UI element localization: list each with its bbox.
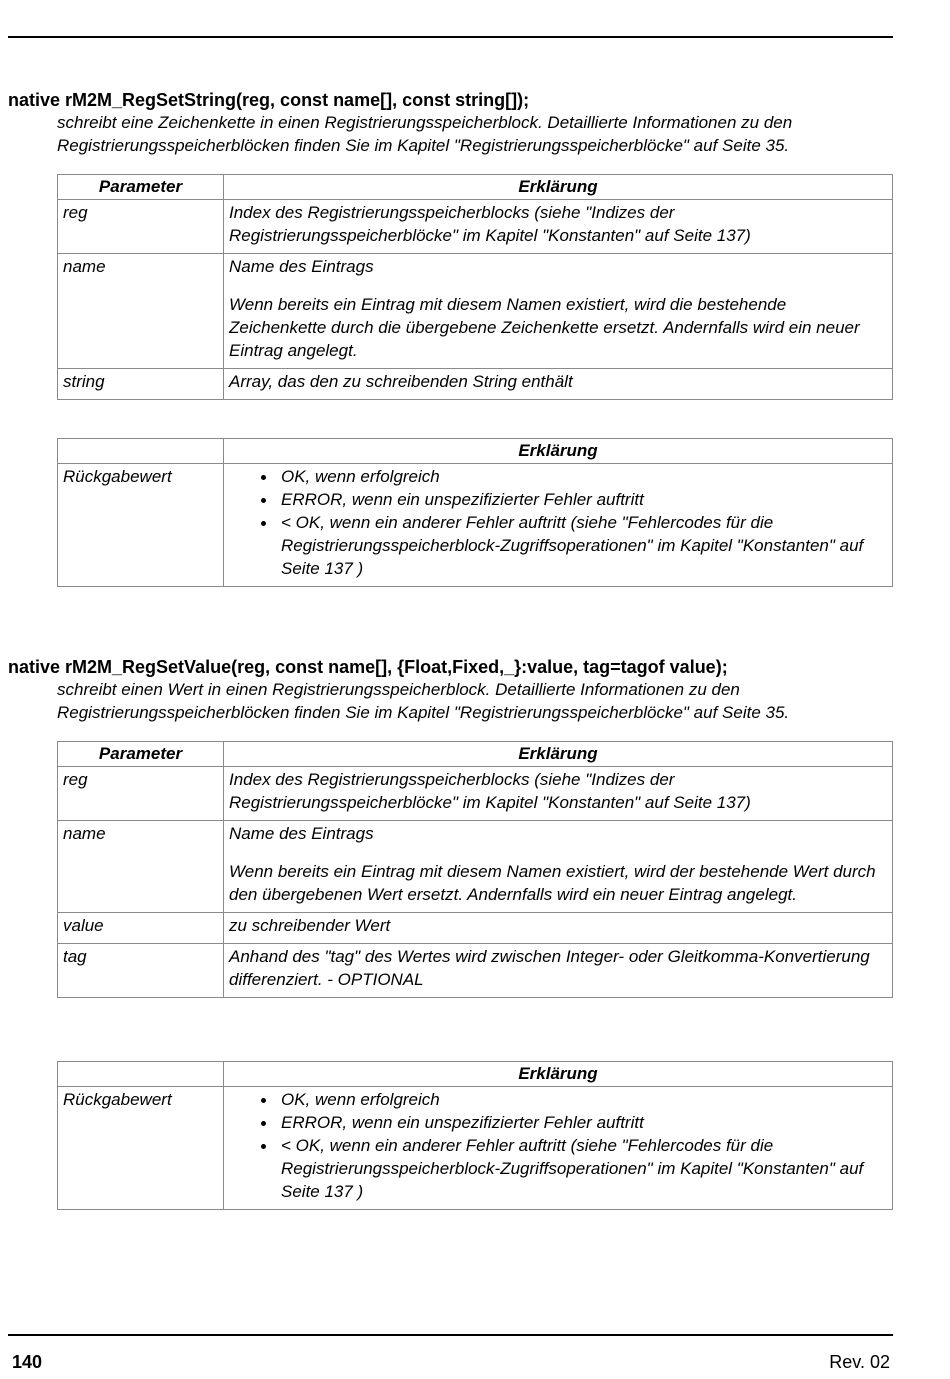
return-explanation xyxy=(224,464,893,587)
table-row xyxy=(58,254,893,369)
param-name: name xyxy=(58,254,224,369)
param-name: value xyxy=(58,913,224,944)
return-label: Rückgabewert xyxy=(58,464,224,587)
table-row xyxy=(58,464,893,587)
function-signature: native rM2M_RegSetString(reg, const name[], const string[]); xyxy=(8,90,530,110)
header-explanation: Erklärung xyxy=(224,742,893,767)
list-item: < OK, wenn ein anderer Fehler auftritt (siehe "Fehlercodes für die Registrierungsspeicherblock-Zugriffsoperationen" im Kapitel "Konstanten" auf Seite 137 ) xyxy=(281,1134,887,1203)
list-item: OK, wenn erfolgreich xyxy=(281,1088,887,1111)
param-explanation: Array, das den zu schreibenden String enthält xyxy=(224,369,893,400)
param-explanation: zu schreibender Wert xyxy=(224,913,893,944)
param-explanation: Index des Registrierungsspeicherblocks (siehe "Indizes der Registrierungsspeicherblöcke" im Kapitel "Konstanten" auf Seite 137) xyxy=(224,767,893,821)
revision-label: Rev. 02 xyxy=(829,1352,890,1372)
return-value-table xyxy=(57,438,893,587)
function-description: schreibt eine Zeichenkette in einen Registrierungsspeicherblock. Detaillierte Informationen zu den Registrierungsspeicherblöcken finden Sie im Kapitel "Registrierungsspeicherblöcke" auf Seite 35. xyxy=(57,113,793,155)
param-name: reg xyxy=(58,767,224,821)
header-explanation: Erklärung xyxy=(224,439,893,464)
header-empty xyxy=(58,1062,224,1087)
header-empty xyxy=(58,439,224,464)
table-row xyxy=(58,369,893,400)
footer-rule xyxy=(8,1334,893,1336)
page-number: 140 xyxy=(12,1352,43,1372)
header-explanation: Erklärung xyxy=(224,175,893,200)
header-rule xyxy=(8,36,893,38)
function-signature: native rM2M_RegSetValue(reg, const name[], {Float,Fixed,_}:value, tag=tagof value); xyxy=(8,657,728,677)
parameter-table xyxy=(57,741,893,998)
function-section-regsetvalue xyxy=(8,656,893,724)
table-row xyxy=(58,200,893,254)
return-label: Rückgabewert xyxy=(58,1087,224,1210)
parameter-table xyxy=(57,174,893,400)
list-item: ERROR, wenn ein unspezifizierter Fehler auftritt xyxy=(281,1111,887,1134)
table-row xyxy=(58,944,893,998)
list-item: ERROR, wenn ein unspezifizierter Fehler auftritt xyxy=(281,488,887,511)
return-value-table xyxy=(57,1061,893,1210)
header-parameter: Parameter xyxy=(58,742,224,767)
param-explanation: Name des Eintrags Wenn bereits ein Eintrag mit diesem Namen existiert, wird der bestehende Wert durch den übergebenen Wert ersetzt. Andernfalls wird ein neuer Eintrag angelegt. xyxy=(224,821,893,913)
function-section-regsetstring xyxy=(8,89,893,157)
header-explanation: Erklärung xyxy=(224,1062,893,1087)
table-row xyxy=(58,1087,893,1210)
param-name: tag xyxy=(58,944,224,998)
table-row xyxy=(58,913,893,944)
list-item: OK, wenn erfolgreich xyxy=(281,465,887,488)
return-list xyxy=(229,465,887,580)
list-item: < OK, wenn ein anderer Fehler auftritt (siehe "Fehlercodes für die Registrierungsspeicherblock-Zugriffsoperationen" im Kapitel "Konstanten" auf Seite 137 ) xyxy=(281,511,887,580)
param-name: string xyxy=(58,369,224,400)
param-name: name xyxy=(58,821,224,913)
function-description: schreibt einen Wert in einen Registrierungsspeicherblock. Detaillierte Informationen zu den Registrierungsspeicherblöcken finden Sie im Kapitel "Registrierungsspeicherblöcke" auf Seite 35. xyxy=(57,680,790,722)
param-explanation: Index des Registrierungsspeicherblocks (siehe "Indizes der Registrierungsspeicherblöcke" im Kapitel "Konstanten" auf Seite 137) xyxy=(224,200,893,254)
header-parameter: Parameter xyxy=(58,175,224,200)
param-explanation: Name des Eintrags Wenn bereits ein Eintrag mit diesem Namen existiert, wird die bestehende Zeichenkette durch die übergebene Zeichenkette ersetzt. Andernfalls wird ein neuer Eintrag angelegt. xyxy=(224,254,893,369)
return-list xyxy=(229,1088,887,1203)
return-explanation xyxy=(224,1087,893,1210)
table-row xyxy=(58,821,893,913)
table-row xyxy=(58,767,893,821)
param-name: reg xyxy=(58,200,224,254)
param-explanation: Anhand des "tag" des Wertes wird zwischen Integer- oder Gleitkomma-Konvertierung differenziert. - OPTIONAL xyxy=(224,944,893,998)
